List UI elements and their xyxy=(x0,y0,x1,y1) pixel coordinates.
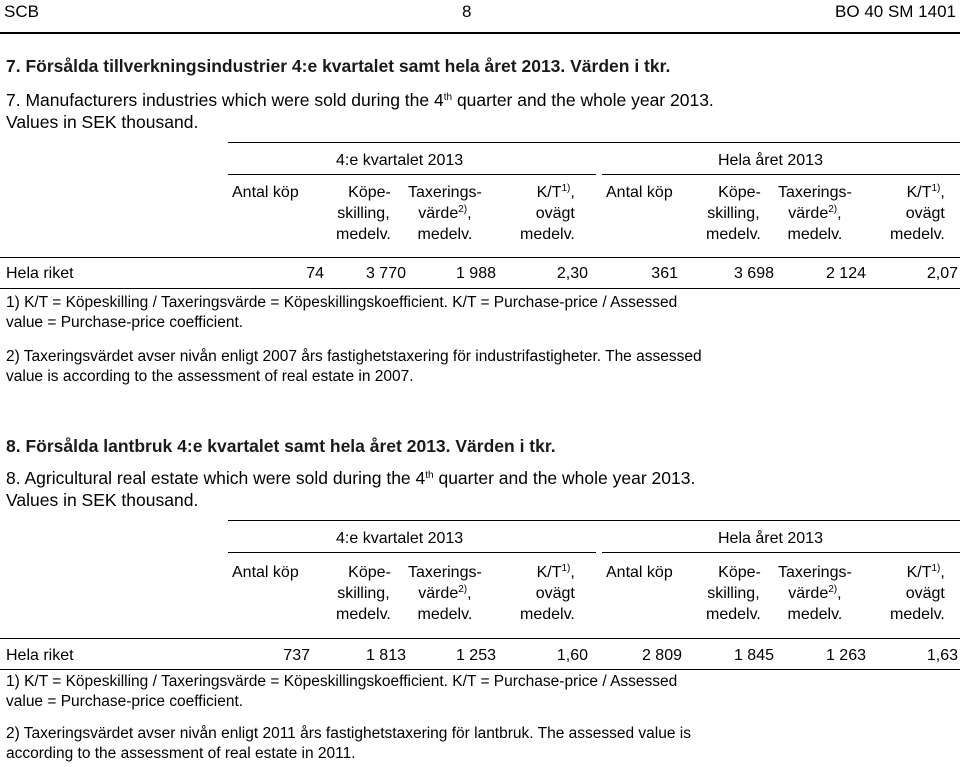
col-header-antal: Antal köp xyxy=(232,564,299,581)
col-kt-l3: medelv. xyxy=(890,606,945,623)
kt-word: K/T xyxy=(906,184,932,201)
title-en-sup: th xyxy=(443,92,453,103)
col-tax-l1: Taxerings- xyxy=(408,184,482,201)
col-tax-l3: medelv. xyxy=(787,606,843,623)
header-page-number: 8 xyxy=(462,2,472,21)
title-en-part: quarter and the whole year 2013. xyxy=(452,90,714,110)
tax-sup: 2) xyxy=(458,204,468,215)
footnote-2 xyxy=(6,347,702,387)
cell-kope-year: 1 845 xyxy=(733,647,774,664)
col-kope-l1: Köpe- xyxy=(718,184,761,201)
header-rule xyxy=(0,32,960,34)
kt-comma: , xyxy=(570,564,575,581)
col-kope-l3: medelv. xyxy=(336,226,391,243)
col-tax-l3: medelv. xyxy=(417,606,473,623)
footnote-1 xyxy=(6,672,677,712)
footnote-1 xyxy=(6,293,677,333)
section-7-title-sv: 7. Försålda tillverkningsindustrier 4:e kvartalet samt hela året 2013. Värden i tkr. xyxy=(6,56,671,76)
section-7-title-en xyxy=(6,90,714,111)
title-en-part: 7. Manufacturers industries which were sold during the 4 xyxy=(6,90,444,110)
col-tax-l2 xyxy=(408,203,482,224)
col-kope-l3: medelv. xyxy=(706,226,761,243)
tax-sup: 2) xyxy=(828,204,838,215)
footnote-2-l2: according to the assessment of real estate in 2011. xyxy=(6,745,356,762)
header-left: SCB xyxy=(4,2,39,21)
col-header-kope xyxy=(706,562,761,625)
section-8-title-en-line2: Values in SEK thousand. xyxy=(6,490,199,510)
cell-kt-year: 1,63 xyxy=(926,647,958,664)
col-kt-l3: medelv. xyxy=(890,226,945,243)
cell-kope-year: 3 698 xyxy=(733,265,774,282)
col-kope-l3: medelv. xyxy=(336,606,391,623)
col-kope-l2: skilling, xyxy=(337,205,390,222)
section-7-title-en-line2: Values in SEK thousand. xyxy=(6,112,199,132)
tax-sup: 2) xyxy=(458,584,468,595)
tax-value-word: värde xyxy=(418,205,459,222)
footnote-2-l1: 2) Taxeringsvärdet avser nivån enligt 2011 års fastighetstaxering för lantbruk. The assessed value is xyxy=(6,725,691,742)
tax-comma: , xyxy=(837,205,842,222)
table-top-rule xyxy=(228,520,960,521)
header-bottom-rule xyxy=(0,638,960,639)
col-kt-l3: medelv. xyxy=(520,606,575,623)
col-header-tax xyxy=(778,182,852,245)
col-header-tax xyxy=(408,562,482,625)
col-header-kt xyxy=(520,182,575,245)
footnote-1-l2: value = Purchase-price coefficient. xyxy=(6,314,244,331)
title-en-sup: th xyxy=(425,470,434,481)
col-kt-l1 xyxy=(520,562,575,583)
cell-tax-q4: 1 253 xyxy=(455,647,496,664)
col-header-kt xyxy=(890,182,945,245)
tax-value-word: värde xyxy=(418,585,459,602)
col-kt-l2: ovägt xyxy=(535,205,575,222)
footnote-1-l2: value = Purchase-price coefficient. xyxy=(6,693,244,710)
group-header-q4: 4:e kvartalet 2013 xyxy=(336,530,464,547)
kt-word: K/T xyxy=(536,564,562,581)
header-bottom-rule xyxy=(0,257,960,258)
header-right: BO 40 SM 1401 xyxy=(835,2,956,21)
col-header-kope xyxy=(336,562,391,625)
cell-kt-q4: 2,30 xyxy=(556,265,588,282)
col-kt-l2: ovägt xyxy=(905,205,945,222)
col-kope-l2: skilling, xyxy=(337,585,390,602)
kt-word: K/T xyxy=(536,184,562,201)
tax-comma: , xyxy=(837,585,842,602)
cell-kope-q4: 3 770 xyxy=(365,265,406,282)
kt-comma: , xyxy=(940,184,945,201)
row-bottom-rule xyxy=(0,288,960,289)
col-header-antal: Antal köp xyxy=(606,184,673,201)
tax-value-word: värde xyxy=(788,585,829,602)
cell-tax-year: 2 124 xyxy=(825,265,866,282)
cell-antal-year: 2 809 xyxy=(641,647,682,664)
section-8-title-en xyxy=(6,468,695,489)
kt-comma: , xyxy=(940,564,945,581)
col-tax-l2 xyxy=(778,203,852,224)
col-tax-l1: Taxerings- xyxy=(408,564,482,581)
cell-kt-q4: 1,60 xyxy=(556,647,588,664)
col-header-kt xyxy=(520,562,575,625)
col-kt-l2: ovägt xyxy=(905,585,945,602)
col-header-kope xyxy=(336,182,391,245)
group-header-year: Hela året 2013 xyxy=(718,530,823,547)
group-header-year: Hela året 2013 xyxy=(718,152,823,169)
col-kt-l1 xyxy=(890,562,945,583)
group-rule-year xyxy=(602,552,960,553)
table-top-rule xyxy=(228,142,960,143)
row-label: Hela riket xyxy=(6,647,74,664)
col-header-kt xyxy=(890,562,945,625)
footnote-1-l1: 1) K/T = Köpeskilling / Taxeringsvärde = Köpeskillingskoefficient. K/T = Purchase-price / Assessed xyxy=(6,673,678,690)
section-8-title-sv: 8. Försålda lantbruk 4:e kvartalet samt hela året 2013. Värden i tkr. xyxy=(6,436,556,456)
kt-comma: , xyxy=(570,184,575,201)
group-rule-q4 xyxy=(228,552,596,553)
cell-antal-q4: 737 xyxy=(283,647,310,664)
cell-kt-year: 2,07 xyxy=(926,265,958,282)
group-rule-year xyxy=(602,174,960,175)
cell-antal-year: 361 xyxy=(651,265,678,282)
footnote-2-l2: value is according to the assessment of real estate in 2007. xyxy=(6,368,414,385)
col-kope-l1: Köpe- xyxy=(348,564,391,581)
kt-sup: 1) xyxy=(931,563,941,574)
title-en-part: quarter and the whole year 2013. xyxy=(433,468,696,488)
cell-kope-q4: 1 813 xyxy=(365,647,406,664)
col-kope-l2: skilling, xyxy=(707,205,760,222)
col-kope-l3: medelv. xyxy=(706,606,761,623)
footnote-1-l1: 1) K/T = Köpeskilling / Taxeringsvärde = Köpeskillingskoefficient. K/T = Purchase-price / Assessed xyxy=(6,294,678,311)
col-kt-l3: medelv. xyxy=(520,226,575,243)
tax-sup: 2) xyxy=(828,584,838,595)
footnote-2 xyxy=(6,724,691,764)
col-header-kope xyxy=(706,182,761,245)
col-kope-l1: Köpe- xyxy=(348,184,391,201)
col-kope-l2: skilling, xyxy=(707,585,760,602)
col-header-tax xyxy=(778,562,852,625)
col-tax-l1: Taxerings- xyxy=(778,564,852,581)
col-header-antal: Antal köp xyxy=(232,184,299,201)
col-kope-l1: Köpe- xyxy=(718,564,761,581)
col-header-antal: Antal köp xyxy=(606,564,673,581)
cell-tax-year: 1 263 xyxy=(825,647,866,664)
cell-tax-q4: 1 988 xyxy=(455,265,496,282)
kt-sup: 1) xyxy=(561,183,571,194)
tax-value-word: värde xyxy=(788,205,829,222)
row-label: Hela riket xyxy=(6,265,74,282)
kt-sup: 1) xyxy=(561,563,571,574)
kt-word: K/T xyxy=(906,564,932,581)
col-kt-l2: ovägt xyxy=(535,585,575,602)
cell-antal-q4: 74 xyxy=(306,265,324,282)
group-header-q4: 4:e kvartalet 2013 xyxy=(336,152,464,169)
col-kt-l1 xyxy=(890,182,945,203)
col-tax-l3: medelv. xyxy=(417,226,473,243)
col-tax-l2 xyxy=(408,583,482,604)
col-tax-l3: medelv. xyxy=(787,226,843,243)
group-rule-q4 xyxy=(228,174,596,175)
col-tax-l1: Taxerings- xyxy=(778,184,852,201)
row-bottom-rule xyxy=(0,669,960,670)
tax-comma: , xyxy=(467,205,472,222)
tax-comma: , xyxy=(467,585,472,602)
col-tax-l2 xyxy=(778,583,852,604)
footnote-2-l1: 2) Taxeringsvärdet avser nivån enligt 2007 års fastighetstaxering för industrifastigheter. The assessed xyxy=(6,348,702,365)
title-en-part: 8. Agricultural real estate which were sold during the 4 xyxy=(6,468,426,488)
col-header-tax xyxy=(408,182,482,245)
col-kt-l1 xyxy=(520,182,575,203)
kt-sup: 1) xyxy=(931,183,941,194)
